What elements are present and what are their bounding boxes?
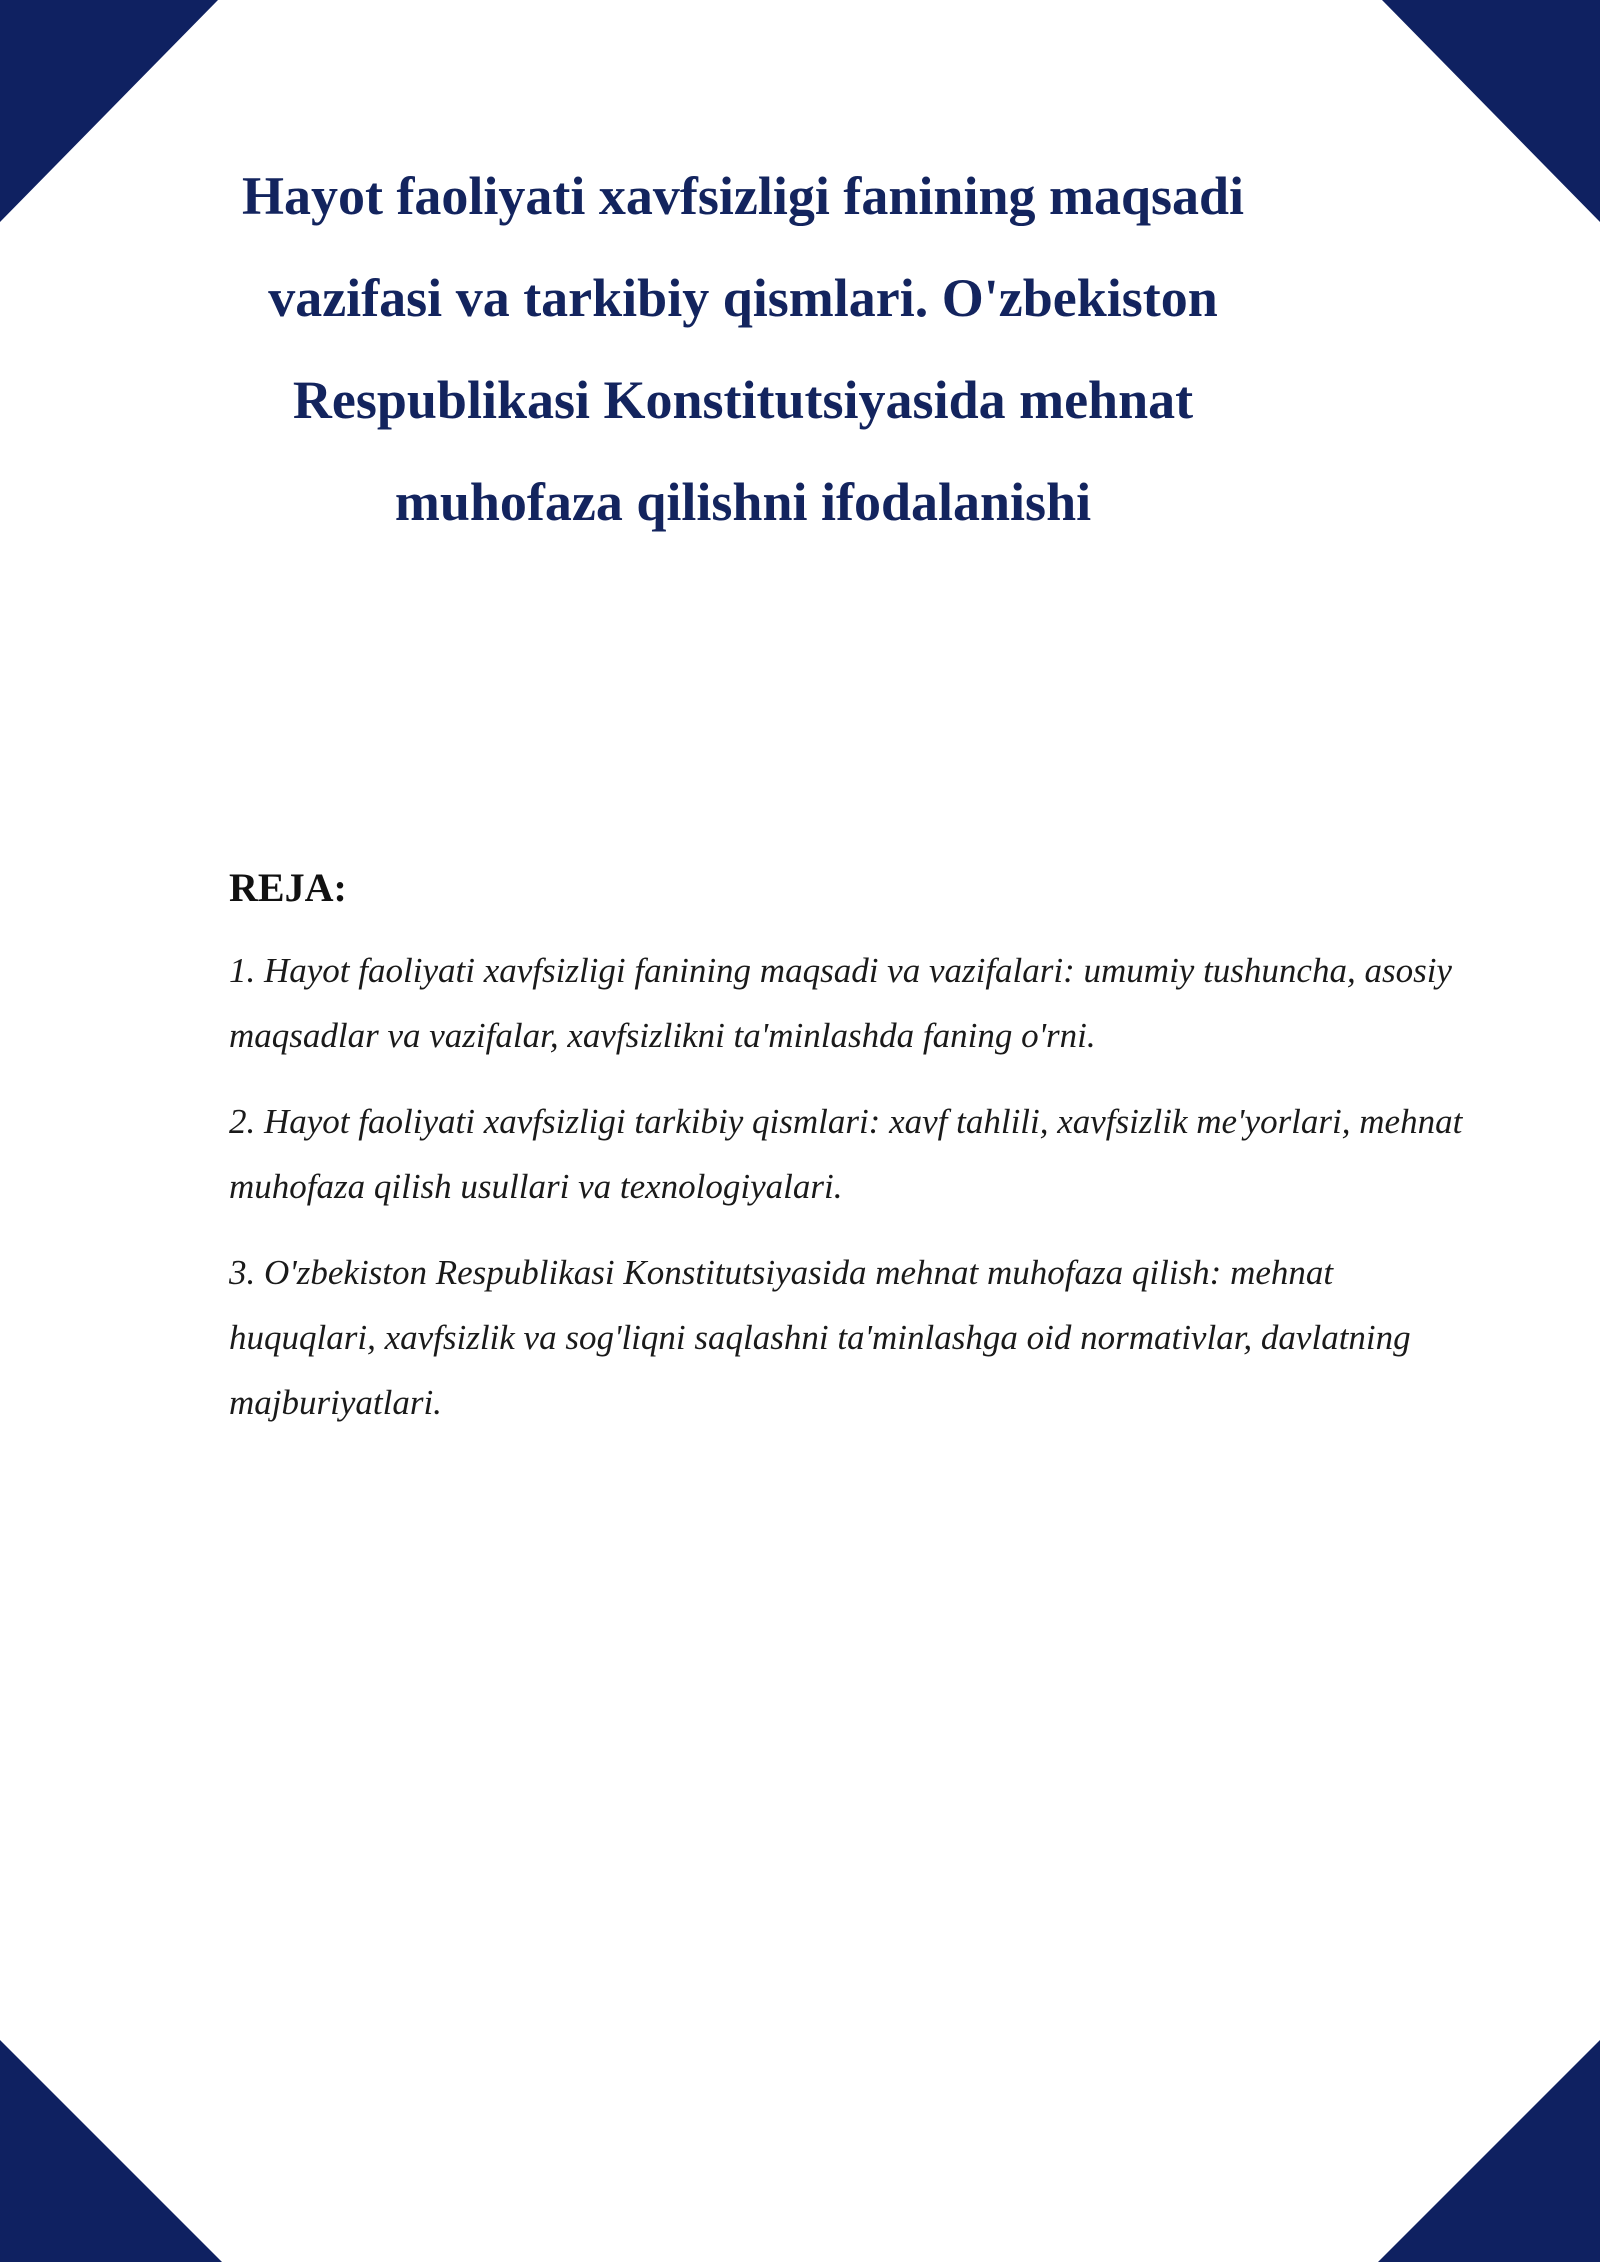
plan-item-1: 1. Hayot faoliyati xavfsizligi fanining maqsadi va vazifalari: umumiy tushuncha, asosiy maqsadlar va vazifalar, xavfsizlikni ta'minlashda faning o'rni. [229, 951, 1452, 1055]
corner-decoration-top-left [0, 0, 218, 222]
corner-decoration-top-right [1382, 0, 1600, 222]
plan-item-2: 2. Hayot faoliyati xavfsizligi tarkibiy qismlari: xavf tahlili, xavfsizlik me'yorlari, mehnat muhofaza qilish usullari va texnologiyalari. [229, 1102, 1463, 1206]
corner-decoration-bottom-left [0, 2040, 222, 2262]
plan-heading: REJA: [229, 865, 347, 910]
plan-item-3: 3. O'zbekiston Respublikasi Konstitutsiyasida mehnat muhofaza qilish: mehnat huquqlari, xavfsizlik va sog'liqni saqlashni ta'minlashga oid normativlar, davlatning majburiyatlari. [229, 1253, 1411, 1422]
document-title: Hayot faoliyati xavfsizligi fanining maqsadi vazifasi va tarkibiy qismlari. O'zbekiston Respublikasi Konstitutsiyasida mehnat muhofaza qilishni ifodalanishi [241, 166, 1245, 532]
corner-decoration-bottom-right [1378, 2040, 1600, 2262]
plan-section [229, 860, 1469, 1456]
